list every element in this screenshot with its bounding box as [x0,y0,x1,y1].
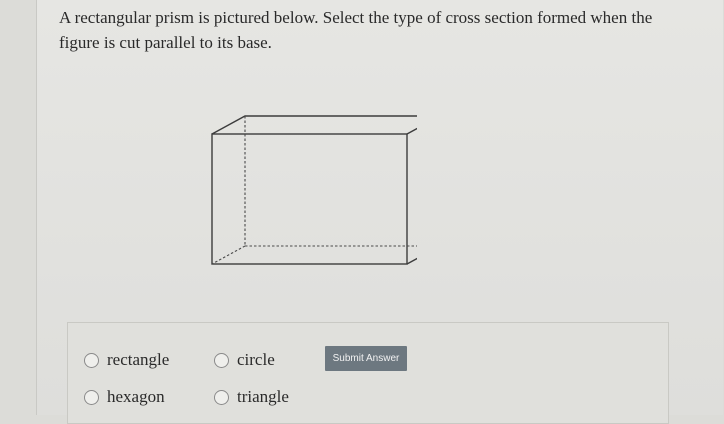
radio-circle-icon[interactable] [84,353,99,368]
prism-front-face [212,134,407,264]
prism-top-edges [212,116,417,134]
answer-panel [67,322,669,424]
option-hexagon[interactable] [84,387,165,407]
question-text: A rectangular prism is pictured below. Select the type of cross section formed when the figure is cut parallel to its base. [59,8,653,52]
radio-circle-icon[interactable] [214,390,229,405]
option-rectangle[interactable] [84,350,169,370]
prism-hidden-diagonal-edge [212,246,245,264]
radio-circle-icon[interactable] [214,353,229,368]
option-label: triangle [237,387,289,406]
question-page [36,0,723,415]
rectangular-prism-figure [167,108,417,273]
option-label: rectangle [107,350,170,369]
submit-answer-button[interactable]: Submit Answer [325,346,407,371]
option-label: circle [237,350,275,369]
prism-right-bottom-edge [407,246,417,264]
option-circle[interactable] [214,350,275,370]
radio-circle-icon[interactable] [84,390,99,405]
option-label: hexagon [107,387,165,406]
option-triangle[interactable] [214,387,289,407]
